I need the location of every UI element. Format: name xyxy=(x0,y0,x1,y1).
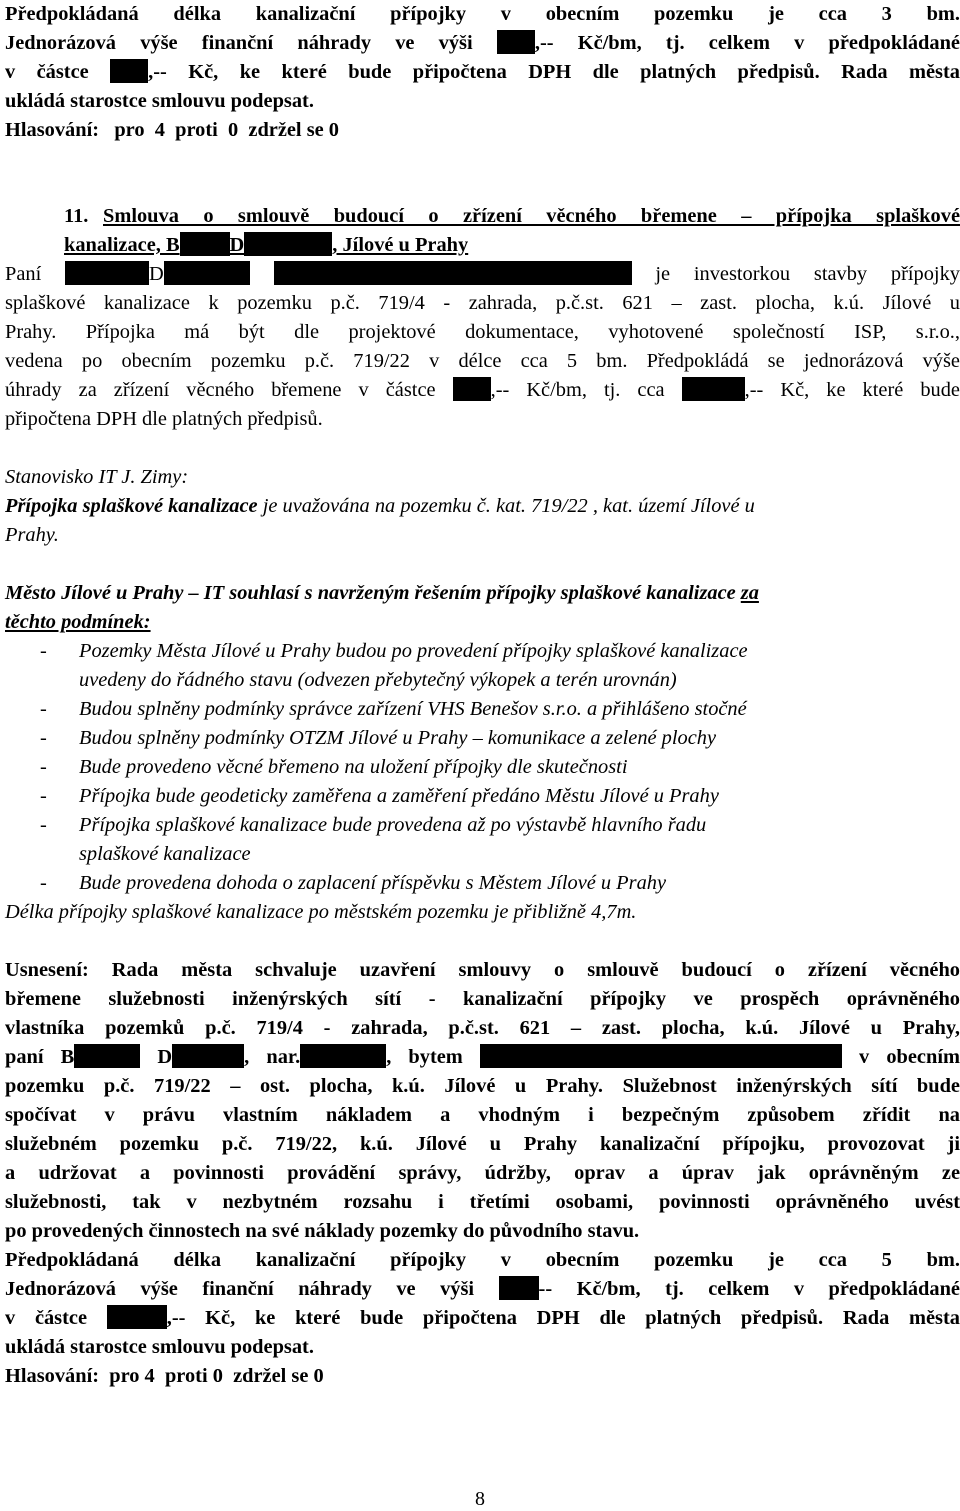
redaction-box xyxy=(682,377,745,401)
list-item: - Budou splněny podmínky OTZM Jílové u Prahy – komunikace a zelené plochy xyxy=(40,727,717,749)
resolution-line: a udržovat a povinnosti provádění správy, údržby, oprav a úprav jak oprávněným ze xyxy=(5,1162,960,1184)
redaction-box xyxy=(74,1044,140,1068)
vote-line: Hlasování: pro 4 proti 0 zdržel se 0 xyxy=(5,1365,324,1387)
resolution-line: po provedených činnostech na své náklady pozemky do původního stavu. xyxy=(5,1220,640,1242)
text-line: Prahy. Přípojka má být dle projektové dokumentace, vyhotovené společností ISP, s.r.o., xyxy=(5,321,960,343)
redaction-box xyxy=(480,1044,842,1068)
text-line: ukládá starostce smlouvu podepsat. xyxy=(5,90,314,112)
item-title: Smlouva o smlouvě budoucí o zřízení věcného břemene – přípojka splaškové xyxy=(103,205,960,227)
text-line: úhrady za zřízení věcného břemene v částce ,-- Kč/bm, tj. cca ,-- Kč, ke které bude xyxy=(5,379,960,401)
redaction-box xyxy=(499,1276,539,1300)
item-number: 11. xyxy=(64,205,89,227)
document-page xyxy=(5,0,960,1511)
list-item: - Bude provedeno věcné břemeno na uložení přípojky dle skutečnosti xyxy=(40,756,628,778)
redaction-box xyxy=(274,261,632,285)
redaction-box xyxy=(164,261,250,285)
resolution-line: služebnosti, tak v nezbytném rozsahu i třetími osobami, povinnosti oprávněného uvést xyxy=(5,1191,960,1213)
redaction-box xyxy=(453,377,491,401)
list-item: - Pozemky Města Jílové u Prahy budou po provedení přípojky splaškové kanalizace xyxy=(40,640,748,662)
list-item-cont: splaškové kanalizace xyxy=(79,843,251,865)
redaction-box xyxy=(172,1044,244,1068)
resolution-line: v částce ,-- Kč, ke které bude připočtena DPH dle platných předpisů. Rada města xyxy=(5,1307,960,1329)
redaction-box xyxy=(497,30,535,54)
resolution-line: Usnesení: Rada města schvaluje uzavření smlouvy o smlouvě budoucí o zřízení věcného xyxy=(5,959,960,981)
redaction-box xyxy=(300,1044,386,1068)
text-line: Prahy. xyxy=(5,524,59,546)
item-title-cont: kanalizace, B D , Jílové u Prahy xyxy=(64,234,469,256)
resolution-line: vlastníka pozemků p.č. 719/4 - zahrada, p.č.st. 621 – zast. plocha, k.ú. Jílové u Prahy, xyxy=(5,1017,960,1039)
text-line: vedena po obecním pozemku p.č. 719/22 v délce cca 5 bm. Předpokládá se jednorázová výše xyxy=(5,350,960,372)
redaction-box xyxy=(110,59,148,83)
resolution-line: spočívat v právu vlastním nákladem a vhodným i bezpečným způsobem zřídit na xyxy=(5,1104,960,1126)
list-item-cont: uvedeny do řádného stavu (odvezen přebytečný výkopek a terén urovnán) xyxy=(79,669,677,691)
conditions-heading-cont: těchto podmínek: xyxy=(5,611,151,633)
resolution-line: služebném pozemku p.č. 719/22, k.ú. Jílové u Prahy kanalizační přípojku, provozovat ji xyxy=(5,1133,960,1155)
redaction-box xyxy=(65,261,149,285)
resolution-line: břemene služebnosti inženýrských sítí - kanalizační přípojky ve prospěch oprávněného xyxy=(5,988,960,1010)
resolution-line: paní B D , nar. , bytem v obecním xyxy=(5,1046,960,1068)
conditions-heading: Město Jílové u Prahy – IT souhlasí s navrženým řešením přípojky splaškové kanalizace za xyxy=(5,582,759,604)
redaction-box xyxy=(244,232,332,256)
vote-line: Hlasování: pro 4 proti 0 zdržel se 0 xyxy=(5,119,339,141)
list-item: - Přípojka bude geodeticky zaměřena a zaměření předáno Městu Jílové u Prahy xyxy=(40,785,719,807)
list-item: - Přípojka splaškové kanalizace bude provedena až po výstavbě hlavního řadu xyxy=(40,814,707,836)
list-item: - Budou splněny podmínky správce zařízení VHS Benešov s.r.o. a přihlášeno stočné xyxy=(40,698,747,720)
text-line: v částce ,-- Kč, ke které bude připočtena DPH dle platných předpisů. Rada města xyxy=(5,61,960,83)
list-item: - Bude provedena dohoda o zaplacení příspěvku s Městem Jílové u Prahy xyxy=(40,872,667,894)
text-line: Přípojka splaškové kanalizace je uvažována na pozemku č. kat. 719/22 , kat. území Jílové u xyxy=(5,495,755,517)
item-heading xyxy=(5,202,960,231)
text-line: připočtena DPH dle platných předpisů. xyxy=(5,408,323,430)
stanovisko-label: Stanovisko IT J. Zimy: xyxy=(5,466,189,488)
text-line: Délka přípojky splaškové kanalizace po městském pozemku je přibližně 4,7m. xyxy=(5,901,637,923)
redaction-box xyxy=(180,232,230,256)
resolution-line: pozemku p.č. 719/22 – ost. plocha, k.ú. Jílové u Prahy. Služebnost inženýrských sítí bude xyxy=(5,1075,960,1097)
text-line: Jednorázová výše finanční náhrady ve výši ,-- Kč/bm, tj. celkem v předpokládané xyxy=(5,32,960,54)
text-line: Předpokládaná délka kanalizační přípojky v obecním pozemku je cca 3 bm. xyxy=(5,3,960,25)
text-line: Paní D je investorkou stavby přípojky xyxy=(5,263,960,285)
page-number: 8 xyxy=(475,1488,485,1510)
text-line: splaškové kanalizace k pozemku p.č. 719/4 - zahrada, p.č.st. 621 – zast. plocha, k.ú. Jílové u xyxy=(5,292,960,314)
resolution-line: Jednorázová výše finanční náhrady ve výši -- Kč/bm, tj. celkem v předpokládané xyxy=(5,1278,960,1300)
resolution-line: Předpokládaná délka kanalizační přípojky v obecním pozemku je cca 5 bm. xyxy=(5,1249,960,1271)
resolution-line: ukládá starostce smlouvu podepsat. xyxy=(5,1336,314,1358)
redaction-box xyxy=(107,1305,167,1329)
